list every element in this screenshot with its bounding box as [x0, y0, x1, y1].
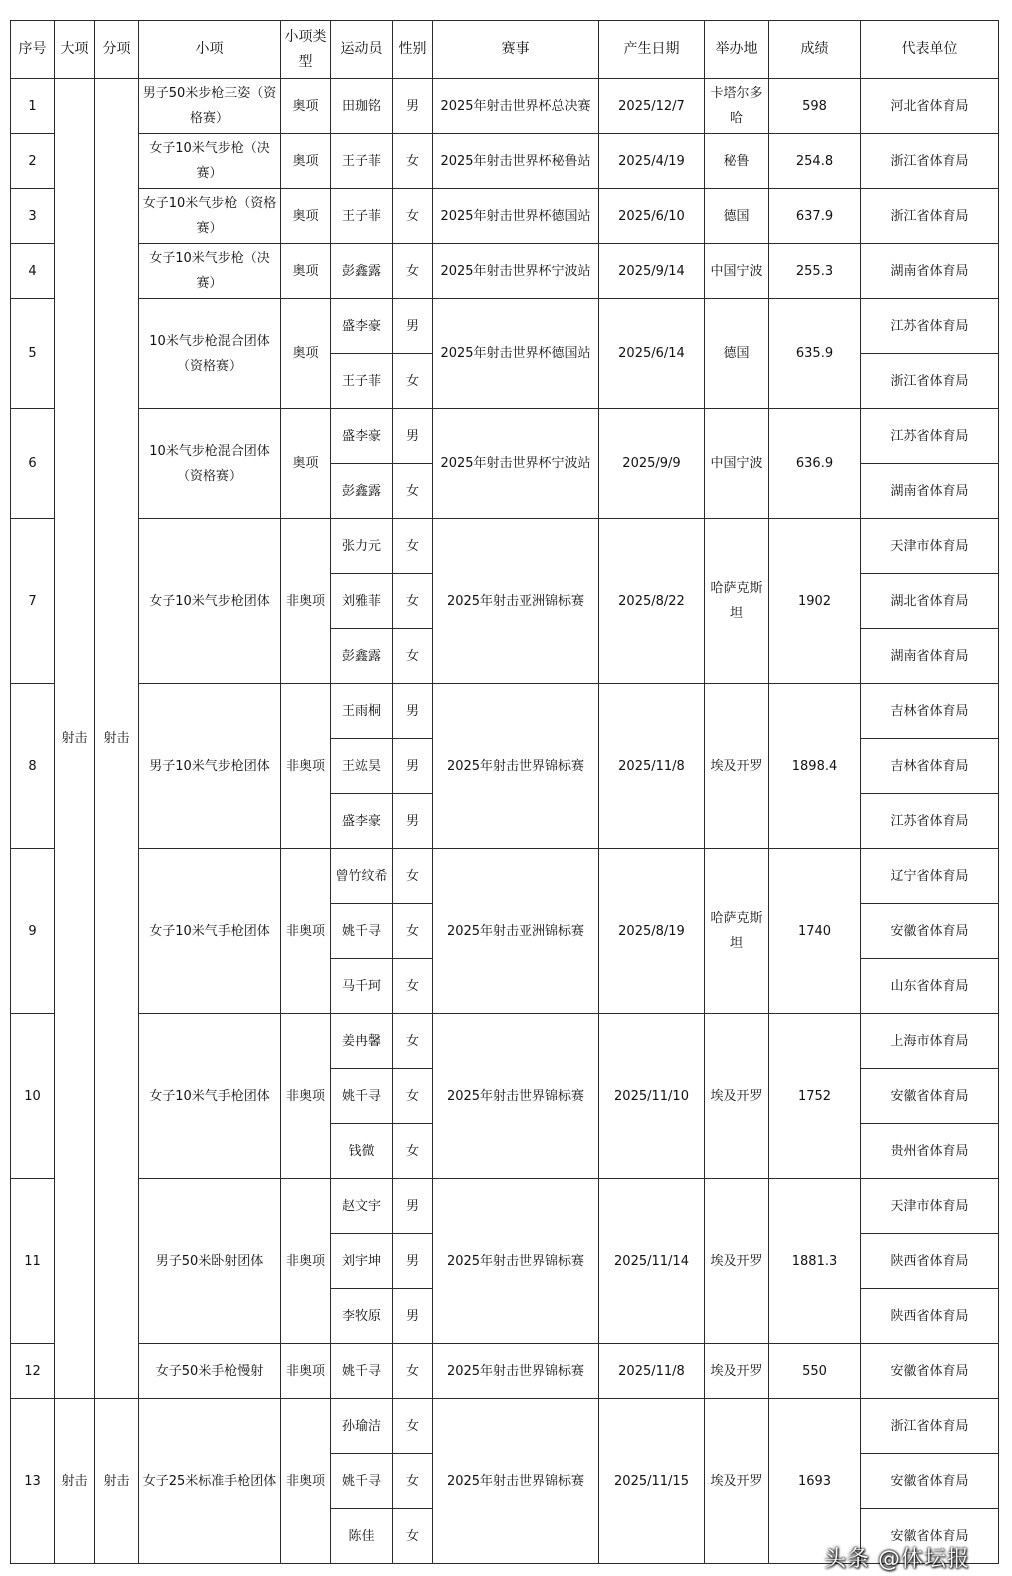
score: 1881.3: [769, 1179, 861, 1344]
header-cell: 产生日期: [599, 21, 705, 79]
athlete-gender: 女: [393, 849, 433, 904]
unit: 上海市体育局: [861, 1014, 999, 1069]
athlete-gender: 女: [393, 464, 433, 519]
competition: 2025年射击世界杯德国站: [433, 189, 599, 244]
venue: 中国宁波: [705, 409, 769, 519]
record-date: 2025/11/10: [599, 1014, 705, 1179]
event-name: 男子50米步枪三姿（资格赛）: [139, 79, 281, 134]
sub-category: 射击: [95, 79, 139, 1399]
unit: 浙江省体育局: [861, 1399, 999, 1454]
venue: 秘鲁: [705, 134, 769, 189]
header-cell: 分项: [95, 21, 139, 79]
athlete-gender: 男: [393, 1289, 433, 1344]
event-type: 奥项: [281, 244, 331, 299]
athlete-name: 盛李豪: [331, 299, 393, 354]
unit: 江苏省体育局: [861, 794, 999, 849]
athlete-name: 姜冉馨: [331, 1014, 393, 1069]
record-number: 6: [11, 409, 55, 519]
record-number: 5: [11, 299, 55, 409]
event-type: 非奥项: [281, 849, 331, 1014]
unit: 浙江省体育局: [861, 354, 999, 409]
record-date: 2025/8/22: [599, 519, 705, 684]
athlete-name: 陈佳: [331, 1509, 393, 1564]
athlete-gender: 女: [393, 1069, 433, 1124]
event-type: 非奥项: [281, 684, 331, 849]
unit: 浙江省体育局: [861, 189, 999, 244]
competition: 2025年射击世界杯德国站: [433, 299, 599, 409]
unit: 山东省体育局: [861, 959, 999, 1014]
record-date: 2025/11/15: [599, 1399, 705, 1564]
competition: 2025年射击世界锦标赛: [433, 1179, 599, 1344]
event-type: 非奥项: [281, 1344, 331, 1399]
athlete-gender: 女: [393, 1014, 433, 1069]
event-name: 女子25米标准手枪团体: [139, 1399, 281, 1564]
athlete-name: 彭鑫露: [331, 244, 393, 299]
score: 636.9: [769, 409, 861, 519]
unit: 江苏省体育局: [861, 299, 999, 354]
athlete-gender: 女: [393, 1399, 433, 1454]
table-row: [11, 134, 999, 189]
record-number: 4: [11, 244, 55, 299]
athlete-name: 王子菲: [331, 354, 393, 409]
athlete-gender: 男: [393, 409, 433, 464]
athlete-name: 彭鑫露: [331, 629, 393, 684]
competition: 2025年射击世界锦标赛: [433, 684, 599, 849]
record-date: 2025/8/19: [599, 849, 705, 1014]
athlete-name: 姚千寻: [331, 904, 393, 959]
athlete-gender: 女: [393, 1344, 433, 1399]
athlete-name: 刘宇坤: [331, 1234, 393, 1289]
venue: 埃及开罗: [705, 1014, 769, 1179]
score: 637.9: [769, 189, 861, 244]
record-number: 12: [11, 1344, 55, 1399]
table-row: [11, 79, 999, 134]
athlete-name: 钱微: [331, 1124, 393, 1179]
table-row: [11, 409, 999, 464]
table-row: [11, 244, 999, 299]
athlete-name: 王雨桐: [331, 684, 393, 739]
athlete-name: 姚千寻: [331, 1069, 393, 1124]
athlete-gender: 男: [393, 794, 433, 849]
header-cell: 举办地: [705, 21, 769, 79]
record-number: 3: [11, 189, 55, 244]
athlete-gender: 女: [393, 1509, 433, 1564]
athlete-name: 盛李豪: [331, 794, 393, 849]
score: 1898.4: [769, 684, 861, 849]
venue: 德国: [705, 189, 769, 244]
venue: 埃及开罗: [705, 1179, 769, 1344]
athlete-gender: 女: [393, 244, 433, 299]
record-date: 2025/11/14: [599, 1179, 705, 1344]
venue: 埃及开罗: [705, 1399, 769, 1564]
athlete-name: 姚千寻: [331, 1344, 393, 1399]
score: 550: [769, 1344, 861, 1399]
event-name: 女子10米气手枪团体: [139, 1014, 281, 1179]
table-row: [11, 1399, 999, 1454]
record-date: 2025/11/8: [599, 684, 705, 849]
athlete-gender: 男: [393, 79, 433, 134]
athlete-name: 赵文宇: [331, 1179, 393, 1234]
record-number: 7: [11, 519, 55, 684]
athlete-name: 张力元: [331, 519, 393, 574]
record-date: 2025/12/7: [599, 79, 705, 134]
venue: 德国: [705, 299, 769, 409]
sport-category: 射击: [55, 1399, 95, 1564]
record-number: 10: [11, 1014, 55, 1179]
table-row: [11, 1344, 999, 1399]
athlete-gender: 男: [393, 1179, 433, 1234]
score: 1752: [769, 1014, 861, 1179]
sub-category: 射击: [95, 1399, 139, 1564]
record-date: 2025/9/14: [599, 244, 705, 299]
unit: 贵州省体育局: [861, 1124, 999, 1179]
event-name: 女子10米气步枪（决赛）: [139, 134, 281, 189]
header-cell: 性别: [393, 21, 433, 79]
score: 598: [769, 79, 861, 134]
competition: 2025年射击世界杯秘鲁站: [433, 134, 599, 189]
venue: 埃及开罗: [705, 684, 769, 849]
event-name: 女子50米手枪慢射: [139, 1344, 281, 1399]
event-name: 女子10米气步枪（资格赛）: [139, 189, 281, 244]
header-cell: 代表单位: [861, 21, 999, 79]
header-cell: 序号: [11, 21, 55, 79]
table-row: [11, 684, 999, 739]
athlete-gender: 女: [393, 189, 433, 244]
score: 1693: [769, 1399, 861, 1564]
athlete-name: 马千珂: [331, 959, 393, 1014]
header-cell: 大项: [55, 21, 95, 79]
athlete-gender: 女: [393, 959, 433, 1014]
record-date: 2025/11/8: [599, 1344, 705, 1399]
unit: 安徽省体育局: [861, 1069, 999, 1124]
athlete-gender: 女: [393, 1124, 433, 1179]
event-type: 奥项: [281, 189, 331, 244]
athlete-name: 孙瑜洁: [331, 1399, 393, 1454]
athlete-name: 李牧原: [331, 1289, 393, 1344]
unit: 陕西省体育局: [861, 1289, 999, 1344]
score: 255.3: [769, 244, 861, 299]
header-cell: 小项: [139, 21, 281, 79]
athlete-gender: 女: [393, 574, 433, 629]
venue: 卡塔尔多哈: [705, 79, 769, 134]
unit: 安徽省体育局: [861, 1344, 999, 1399]
header-cell: 赛事: [433, 21, 599, 79]
record-number: 1: [11, 79, 55, 134]
unit: 安徽省体育局: [861, 1454, 999, 1509]
table-row: [11, 519, 999, 574]
header-cell: 运动员: [331, 21, 393, 79]
athlete-gender: 男: [393, 299, 433, 354]
event-name: 女子10米气手枪团体: [139, 849, 281, 1014]
event-name: 男子50米卧射团体: [139, 1179, 281, 1344]
unit: 安徽省体育局: [861, 1509, 999, 1564]
record-date: 2025/4/19: [599, 134, 705, 189]
unit: 湖北省体育局: [861, 574, 999, 629]
athlete-name: 曾竹纹希: [331, 849, 393, 904]
table-row: [11, 849, 999, 904]
venue: 哈萨克斯坦: [705, 849, 769, 1014]
header-row: [11, 21, 999, 79]
athlete-name: 田珈铭: [331, 79, 393, 134]
unit: 湖南省体育局: [861, 244, 999, 299]
athlete-name: 姚千寻: [331, 1454, 393, 1509]
score: 635.9: [769, 299, 861, 409]
competition: 2025年射击世界杯宁波站: [433, 244, 599, 299]
event-type: 奥项: [281, 299, 331, 409]
event-name: 女子10米气步枪团体: [139, 519, 281, 684]
record-date: 2025/9/9: [599, 409, 705, 519]
record-number: 13: [11, 1399, 55, 1564]
unit: 安徽省体育局: [861, 904, 999, 959]
table-row: [11, 1179, 999, 1234]
score: 1902: [769, 519, 861, 684]
header-cell: 成绩: [769, 21, 861, 79]
record-number: 2: [11, 134, 55, 189]
unit: 吉林省体育局: [861, 739, 999, 794]
athlete-gender: 女: [393, 904, 433, 959]
unit: 天津市体育局: [861, 519, 999, 574]
athlete-gender: 女: [393, 629, 433, 684]
records-table: [10, 20, 999, 1564]
athlete-gender: 女: [393, 519, 433, 574]
event-name: 女子10米气步枪（决赛）: [139, 244, 281, 299]
athlete-name: 王子菲: [331, 189, 393, 244]
watermark: 头条 @体坛报: [824, 1547, 970, 1572]
unit: 辽宁省体育局: [861, 849, 999, 904]
athlete-gender: 男: [393, 684, 433, 739]
competition: 2025年射击世界锦标赛: [433, 1344, 599, 1399]
score: 254.8: [769, 134, 861, 189]
venue: 埃及开罗: [705, 1344, 769, 1399]
athlete-gender: 男: [393, 1234, 433, 1289]
unit: 湖南省体育局: [861, 629, 999, 684]
event-type: 非奥项: [281, 1014, 331, 1179]
record-number: 11: [11, 1179, 55, 1344]
unit: 湖南省体育局: [861, 464, 999, 519]
competition: 2025年射击亚洲锦标赛: [433, 849, 599, 1014]
athlete-name: 盛李豪: [331, 409, 393, 464]
record-number: 8: [11, 684, 55, 849]
unit: 江苏省体育局: [861, 409, 999, 464]
event-name: 男子10米气步枪团体: [139, 684, 281, 849]
athlete-gender: 男: [393, 739, 433, 794]
event-type: 奥项: [281, 134, 331, 189]
competition: 2025年射击世界杯总决赛: [433, 79, 599, 134]
event-type: 非奥项: [281, 1179, 331, 1344]
venue: 中国宁波: [705, 244, 769, 299]
record-date: 2025/6/14: [599, 299, 705, 409]
event-type: 奥项: [281, 409, 331, 519]
table-row: [11, 1014, 999, 1069]
event-type: 奥项: [281, 79, 331, 134]
event-type: 非奥项: [281, 1399, 331, 1564]
record-date: 2025/6/10: [599, 189, 705, 244]
athlete-name: 王子菲: [331, 134, 393, 189]
event-name: 10米气步枪混合团体（资格赛）: [139, 409, 281, 519]
unit: 河北省体育局: [861, 79, 999, 134]
athlete-gender: 女: [393, 1454, 433, 1509]
table-row: [11, 299, 999, 354]
competition: 2025年射击亚洲锦标赛: [433, 519, 599, 684]
event-name: 10米气步枪混合团体（资格赛）: [139, 299, 281, 409]
athlete-gender: 女: [393, 134, 433, 189]
sport-category: 射击: [55, 79, 95, 1399]
unit: 吉林省体育局: [861, 684, 999, 739]
record-number: 9: [11, 849, 55, 1014]
competition: 2025年射击世界锦标赛: [433, 1399, 599, 1564]
competition: 2025年射击世界杯宁波站: [433, 409, 599, 519]
table-row: [11, 189, 999, 244]
athlete-name: 彭鑫露: [331, 464, 393, 519]
unit: 陕西省体育局: [861, 1234, 999, 1289]
event-type: 非奥项: [281, 519, 331, 684]
unit: 天津市体育局: [861, 1179, 999, 1234]
athlete-gender: 女: [393, 354, 433, 409]
score: 1740: [769, 849, 861, 1014]
athlete-name: 刘雅菲: [331, 574, 393, 629]
competition: 2025年射击世界锦标赛: [433, 1014, 599, 1179]
athlete-name: 王竑昊: [331, 739, 393, 794]
venue: 哈萨克斯坦: [705, 519, 769, 684]
unit: 浙江省体育局: [861, 134, 999, 189]
header-cell: 小项类型: [281, 21, 331, 79]
